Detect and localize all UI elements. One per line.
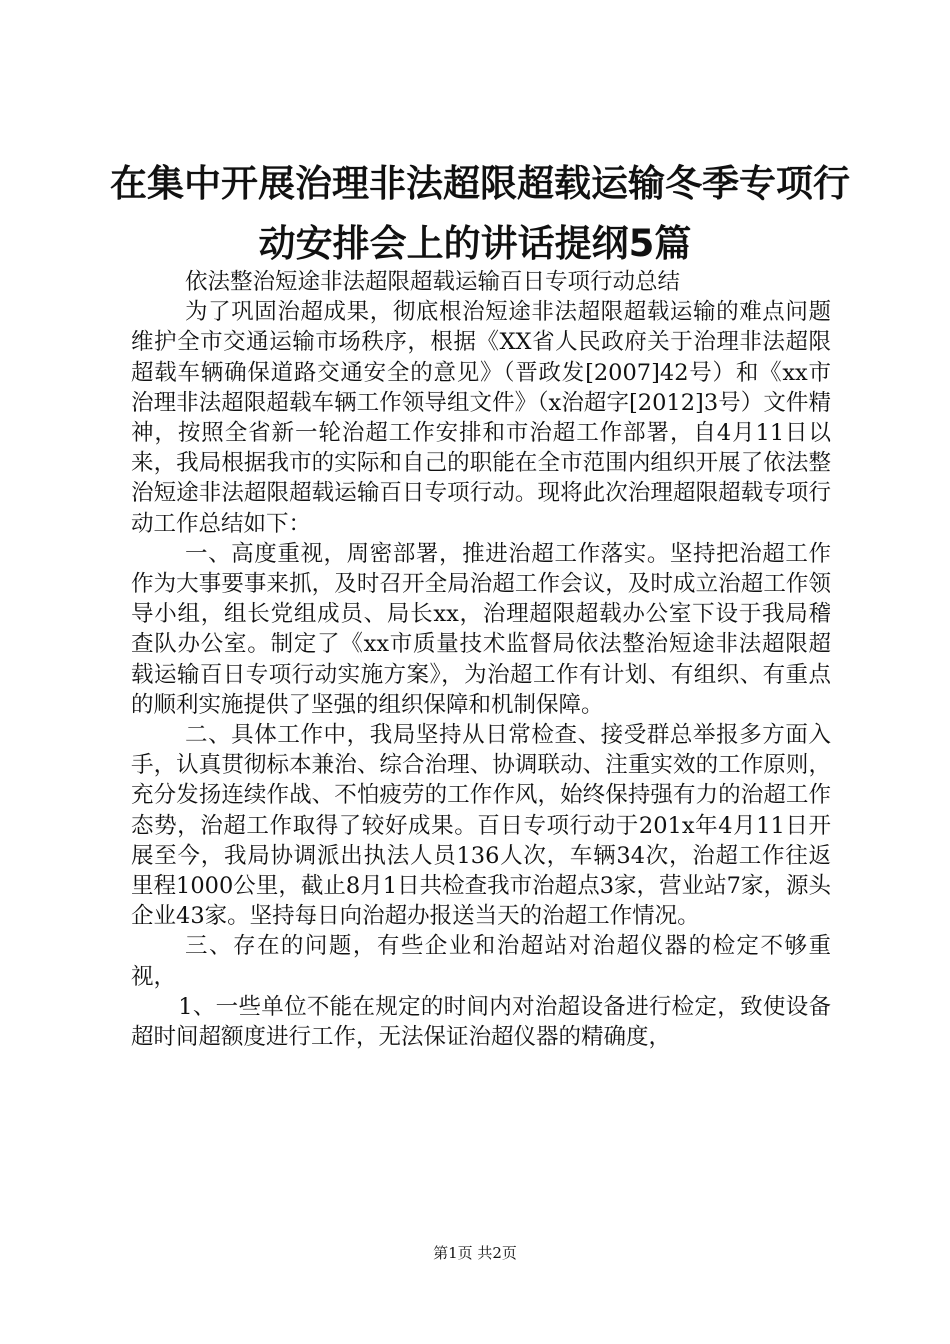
paragraph-item-1: 1、一些单位不能在规定的时间内对治超设备进行检定，致使设备超时间超额度进行工作，无法保证治超仪器的精确度， bbox=[131, 993, 831, 1051]
page-number-footer: 第1页 共2页 bbox=[433, 1244, 517, 1262]
paragraph-three: 三、存在的问题，有些企业和治超站对治超仪器的检定不够重视， bbox=[131, 933, 831, 990]
paragraph-one: 一、高度重视，周密部署，推进治超工作落实。坚持把治超工作作为大事要事来抓，及时召开全局治超工作会议，及时成立治超工作领导小组，组长党组成员、局长xx，治理超限超载办公室下设于我局稽查队办公室。制定了《xx市质量技术监督局依法整治短途非法超限超载运输百日专项行动实施方案》，为治超工作有计划、有组织、有重点的顺利实施提供了坚强的组织保障和机制保障。 bbox=[131, 540, 831, 718]
document-title-line-2: 动安排会上的讲话提纲5篇 bbox=[258, 222, 692, 265]
paragraph-intro: 为了巩固治超成果，彻底根治短途非法超限超载运输的难点问题维护全市交通运输市场秩序，根据《XX省人民政府关于治理非法超限超载车辆确保道路交通安全的意见》（晋政发[2007]42号）和《xx市治理非法超限超载车辆工作领导组文件》（x治超字[2012]3号）文件精神，按照全省新一轮治超工作安排和市治超工作部署，自4月11日以来，我局根据我市的实际和自己的职能在全市范围内组织开展了依法整治短途非法超限超载运输百日专项行动。现将此次治理超限超载专项行动工作总结如下： bbox=[131, 299, 831, 537]
section-heading: 依法整治短途非法超限超载运输百日专项行动总结 bbox=[185, 269, 681, 295]
paragraph-two: 二、具体工作中，我局坚持从日常检查、接受群总举报多方面入手，认真贯彻标本兼治、综合治理、协调联动、注重实效的工作原则，充分发扬连续作战、不怕疲劳的工作作风，始终保持强有力的治超工作态势，治超工作取得了较好成果。百日专项行动于201x年4月11日开展至今，我局协调派出执法人员136人次，车辆34次，治超工作往返里程1000公里，截止8月1日共检查我市治超点3家，营业站7家，源头企业43家。坚持每日向治超办报送当天的治超工作情况。 bbox=[131, 722, 831, 930]
document-body bbox=[131, 267, 831, 1052]
document-title-line-1: 在集中开展治理非法超限超载运输冬季专项行 bbox=[110, 162, 850, 205]
